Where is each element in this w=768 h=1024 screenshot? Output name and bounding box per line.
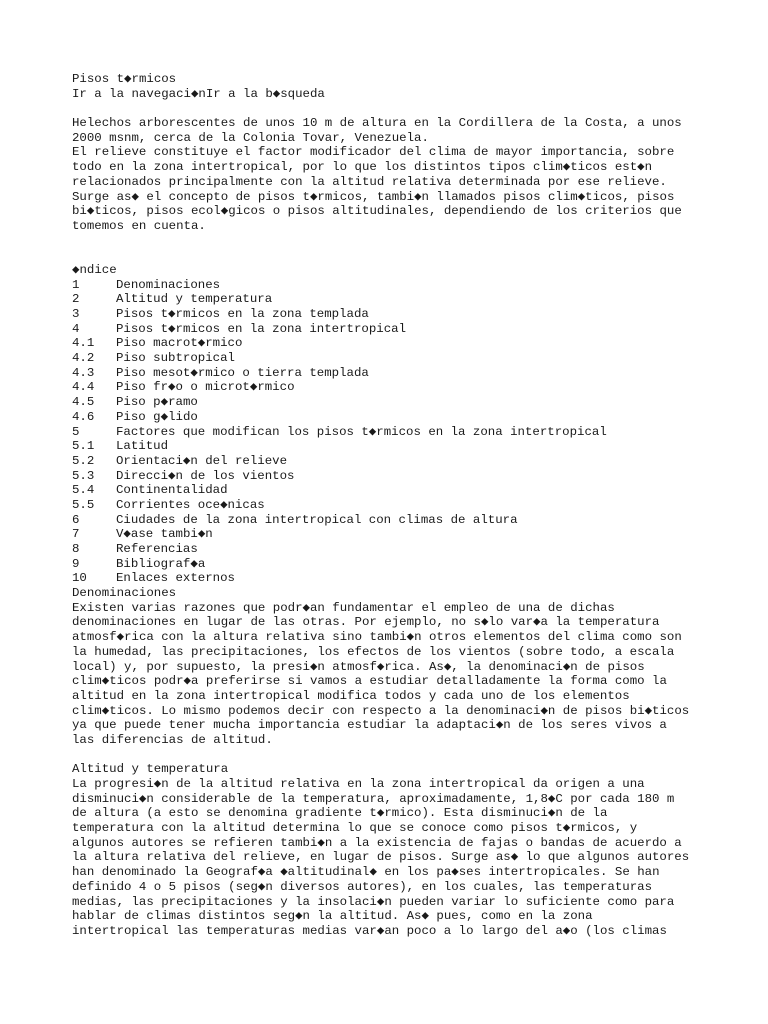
toc-item-label[interactable]: Pisos t◆rmicos en la zona intertropical — [116, 321, 407, 336]
toc-item[interactable] — [72, 454, 712, 469]
toc-item-label[interactable]: Bibliograf◆a — [116, 556, 206, 571]
toc-item-label[interactable]: Denominaciones — [116, 277, 221, 292]
intro-line: bi◆ticos, pisos ecol◆gicos o pisos altitudinales, dependiendo de los criterios que — [72, 204, 682, 219]
toc-item-number: 1 — [72, 277, 80, 292]
body-line: intertropical las temperaturas medias var◆an poco a lo largo del a◆o (los climas — [72, 923, 667, 938]
toc-item-number: 4.1 — [72, 336, 95, 351]
toc-item[interactable] — [72, 513, 712, 528]
body-line: disminuci◆n considerable de la temperatura, aproximadamente, 1,8◆C por cada 180 m — [72, 791, 675, 806]
image-caption — [72, 116, 712, 145]
body-line: las diferencias de altitud. — [72, 732, 273, 747]
toc-item-number: 4.4 — [72, 380, 95, 395]
toc-item-label[interactable]: Piso mesot◆rmico o tierra templada — [116, 365, 369, 380]
toc-item-label[interactable]: Pisos t◆rmicos en la zona templada — [116, 307, 369, 322]
toc-item[interactable] — [72, 469, 712, 484]
toc-heading: ◆ndice — [72, 262, 117, 277]
intro-line: tomemos en cuenta. — [72, 218, 206, 233]
toc-item-number: 4.5 — [72, 395, 95, 410]
caption-line: 2000 msnm, cerca de la Colonia Tovar, Venezuela. — [72, 130, 429, 145]
intro-line: El relieve constituye el factor modificador del clima de mayor importancia, sobre — [72, 145, 675, 160]
toc-item[interactable] — [72, 322, 712, 337]
toc-item-label[interactable]: Factores que modifican los pisos t◆rmicos en la zona intertropical — [116, 424, 607, 439]
body-line: definido 4 o 5 pisos (seg◆n diversos autores), en los cuales, las temperaturas — [72, 879, 653, 894]
intro-line: todo en la zona intertropical, por lo que los distintos tipos clim◆ticos est◆n — [72, 160, 653, 175]
toc-item[interactable] — [72, 557, 712, 572]
toc-item-label[interactable]: Piso p◆ramo — [116, 395, 198, 410]
toc-item-label[interactable]: Corrientes oce◆nicas — [116, 497, 265, 512]
body-line: algunos autores se refieren tambi◆n a la existencia de fajas o bandas de acuerdo a — [72, 835, 682, 850]
page-title: Pisos t◆rmicos — [72, 72, 177, 86]
toc-item-label[interactable]: Piso g◆lido — [116, 409, 198, 424]
toc-item-number: 10 — [72, 571, 87, 586]
section-altitud-temperatura — [72, 762, 712, 938]
body-line: ya que puede tener mucha importancia estudiar la adaptaci◆n de los seres vivos a — [72, 718, 667, 733]
spacer — [72, 234, 712, 263]
toc-item[interactable] — [72, 292, 712, 307]
toc-item[interactable] — [72, 278, 712, 293]
body-line: clim◆ticos. Lo mismo podemos decir con respecto a la denominaci◆n de pisos bi◆ticos — [72, 703, 690, 718]
caption-line: Helechos arborescentes de unos 10 m de altura en la Cordillera de la Costa, a unos — [72, 116, 682, 131]
navigation-links[interactable]: Ir a la navegaci◆nIr a la b◆squeda — [72, 86, 325, 101]
toc-item[interactable] — [72, 571, 712, 586]
section-heading: Denominaciones — [72, 586, 177, 601]
toc-item-label[interactable]: Direcci◆n de los vientos — [116, 468, 295, 483]
toc-item-label[interactable]: Enlaces externos — [116, 571, 235, 586]
toc-item-number: 4.6 — [72, 409, 95, 424]
toc-item[interactable] — [72, 439, 712, 454]
body-line: La progresi◆n de la altitud relativa en la zona intertropical da origen a una — [72, 777, 645, 792]
toc-item-label[interactable]: Piso subtropical — [116, 351, 235, 366]
body-line: Existen varias razones que podr◆an fundamentar el empleo de una de dichas — [72, 600, 615, 615]
section-heading: Altitud y temperatura — [72, 762, 229, 777]
toc-item-number: 8 — [72, 542, 80, 557]
toc-item-label[interactable]: Latitud — [116, 439, 169, 454]
toc-item-label[interactable]: Referencias — [116, 542, 198, 557]
spacer — [72, 101, 712, 116]
body-line: clim◆ticos podr◆a preferirse si vamos a estudiar detalladamente la forma como la — [72, 674, 667, 689]
toc-item[interactable] — [72, 498, 712, 513]
intro-line: relacionados principalmente con la altitud relativa determinada por ese relieve. — [72, 174, 667, 189]
body-line: han denominado la Geograf◆a ◆altitudinal◆ en los pa◆ses intertropicales. Se han — [72, 865, 660, 880]
body-line: atmosf◆rica con la altura relativa sino tambi◆n otros elementos del clima como son — [72, 630, 682, 645]
intro-line: Surge as◆ el concepto de pisos t◆rmicos, tambi◆n llamados pisos clim◆ticos, pisos — [72, 189, 675, 204]
table-of-contents — [72, 263, 712, 586]
toc-item-number: 5.5 — [72, 497, 95, 512]
toc-item[interactable] — [72, 380, 712, 395]
document-page — [72, 72, 712, 939]
toc-item-label[interactable]: Orientaci◆n del relieve — [116, 453, 288, 468]
intro-paragraph — [72, 145, 712, 233]
toc-item-number: 4 — [72, 321, 80, 336]
toc-item-label[interactable]: V◆ase tambi◆n — [116, 527, 213, 542]
body-line: medias, las precipitaciones y la insolaci◆n pueden variar lo suficiente como para — [72, 894, 675, 909]
toc-item-number: 5 — [72, 424, 80, 439]
toc-item-label[interactable]: Piso macrot◆rmico — [116, 336, 243, 351]
toc-item-number: 9 — [72, 556, 80, 571]
body-line: la humedad, las precipitaciones, los efectos de los vientos (sobre todo, a escala — [72, 644, 675, 659]
toc-item-label[interactable]: Continentalidad — [116, 483, 228, 498]
toc-item-number: 5.4 — [72, 483, 95, 498]
toc-item[interactable] — [72, 366, 712, 381]
body-line: de altura (a esto se denomina gradiente t◆rmico). Esta disminuci◆n de la — [72, 806, 608, 821]
body-line: local) y, por supuesto, la presi◆n atmosf◆rica. As◆, la denominaci◆n de pisos — [72, 659, 645, 674]
toc-item[interactable] — [72, 542, 712, 557]
body-line: altitud en la zona intertropical modifica todos y cada uno de los elementos — [72, 688, 630, 703]
body-line: la altura relativa del relieve, en lugar de pisos. Surge as◆ lo que algunos autores — [72, 850, 690, 865]
toc-item[interactable] — [72, 527, 712, 542]
body-line: denominaciones en lugar de las otras. Por ejemplo, no s◆lo var◆a la temperatura — [72, 615, 660, 630]
toc-item[interactable] — [72, 307, 712, 322]
body-line: hablar de climas distintos seg◆n la altitud. As◆ pues, como en la zona — [72, 909, 593, 924]
toc-item-number: 4.2 — [72, 351, 95, 366]
toc-item-number: 7 — [72, 527, 80, 542]
toc-item[interactable] — [72, 410, 712, 425]
toc-item-label[interactable]: Piso fr◆o o microt◆rmico — [116, 380, 295, 395]
toc-item-number: 5.1 — [72, 439, 95, 454]
toc-item-number: 3 — [72, 307, 80, 322]
toc-item-number: 5.3 — [72, 468, 95, 483]
toc-item-label[interactable]: Altitud y temperatura — [116, 292, 273, 307]
toc-item[interactable] — [72, 483, 712, 498]
section-denominaciones — [72, 586, 712, 748]
toc-item-number: 2 — [72, 292, 80, 307]
toc-item[interactable] — [72, 351, 712, 366]
body-line: temperatura con la altitud determina lo que se conoce como pisos t◆rmicos, y — [72, 821, 638, 836]
toc-item[interactable] — [72, 336, 712, 351]
spacer — [72, 748, 712, 763]
toc-item-number: 6 — [72, 512, 80, 527]
toc-item-number: 5.2 — [72, 453, 95, 468]
toc-item[interactable] — [72, 425, 712, 440]
toc-item[interactable] — [72, 395, 712, 410]
toc-item-label[interactable]: Ciudades de la zona intertropical con climas de altura — [116, 512, 518, 527]
toc-item-number: 4.3 — [72, 365, 95, 380]
